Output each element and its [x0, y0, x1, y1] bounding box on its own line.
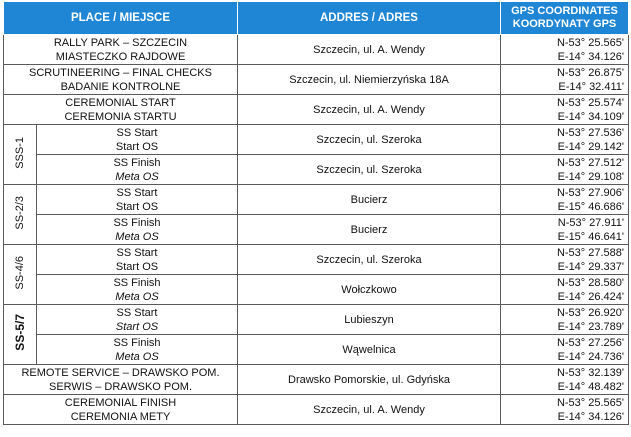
row-remote-service: [4, 365, 629, 395]
stage-label: SS-4/6: [14, 255, 26, 290]
latitude: N-53° 27.906': [556, 186, 624, 199]
gps-cell: [501, 305, 629, 335]
gps-cell: [501, 35, 629, 65]
address-cell: Bucierz: [238, 185, 501, 215]
stage-cell-sss1: [4, 125, 37, 185]
latitude: N-53° 27.536': [556, 126, 624, 139]
latitude: N-53° 28.580': [556, 276, 624, 289]
gps-cell: [501, 125, 629, 155]
address-cell: Wąwelnica: [238, 335, 501, 365]
header-gps-line1: GPS COORDINATES: [511, 5, 618, 17]
address-cell: Lubieszyn: [238, 305, 501, 335]
address-cell: Szczecin, ul. Szeroka: [238, 125, 501, 155]
place-name-en: SS Start: [116, 246, 158, 259]
latitude: N-53° 26.920': [556, 306, 624, 319]
place-name-pl: Meta OS: [115, 170, 159, 183]
longitude: E-14° 48.482': [557, 380, 624, 393]
place-cell: [4, 95, 238, 125]
place-name-pl: MIASTECZKO RAJDOWE: [55, 50, 186, 63]
stage-cell-ss46: [4, 245, 37, 305]
place-name-pl: BADANIE KONTROLNE: [60, 80, 181, 93]
place-name-pl: Start OS: [115, 140, 159, 153]
latitude: N-53° 27.256': [556, 336, 624, 349]
address-cell: Szczecin, ul. Niemierzyńska 18A: [238, 65, 501, 95]
row-rally-park: [4, 35, 629, 65]
header-place: PLACE / MIEJSCE: [4, 2, 238, 35]
row-ceremonial-finish: [4, 395, 629, 425]
place-name-pl: Start OS: [115, 320, 159, 333]
place-cell: [37, 335, 238, 365]
address-cell: Szczecin, ul. A. Wendy: [238, 95, 501, 125]
rally-locations-table: [3, 1, 629, 425]
longitude: E-14° 34.126': [557, 410, 624, 423]
place-cell: [4, 35, 238, 65]
header-gps: [501, 2, 629, 35]
place-name-en: CEREMONIAL FINISH: [64, 396, 177, 409]
row-ss23-start: [4, 185, 629, 215]
place-name-pl: Meta OS: [115, 230, 159, 243]
place-name-en: SS Start: [116, 126, 158, 139]
longitude: E-15° 46.641': [557, 230, 624, 243]
place-cell: [37, 245, 238, 275]
address-cell: Szczecin, ul. Szeroka: [238, 245, 501, 275]
latitude: N-53° 27.911': [557, 216, 624, 229]
place-name-en: SS Finish: [113, 336, 161, 349]
place-name-pl: CEREMONIA METY: [70, 410, 171, 423]
latitude: N-53° 25.565': [556, 396, 624, 409]
gps-cell: [501, 155, 629, 185]
longitude: E-14° 29.142': [557, 140, 624, 153]
longitude: E-14° 23.789': [557, 320, 624, 333]
gps-cell: [501, 185, 629, 215]
address-cell: Drawsko Pomorskie, ul. Gdyńska: [238, 365, 501, 395]
gps-cell: [501, 275, 629, 305]
place-name-pl: CEREMONIA STARTU: [64, 110, 177, 123]
row-scrutineering: [4, 65, 629, 95]
longitude: E-14° 24.736': [557, 350, 624, 363]
place-name-pl: SERWIS – DRAWSKO POM.: [48, 380, 193, 393]
place-cell: [37, 125, 238, 155]
place-name-pl: Start OS: [115, 260, 159, 273]
stage-label: SS-5/7: [13, 314, 27, 351]
address-cell: Wołczkowo: [238, 275, 501, 305]
longitude: E-14° 29.337': [557, 260, 624, 273]
gps-cell: [501, 215, 629, 245]
place-name-en: SS Start: [116, 186, 158, 199]
longitude: E-15° 46.686': [557, 200, 624, 213]
header-address: ADDRES / ADRES: [238, 2, 501, 35]
gps-cell: [501, 365, 629, 395]
latitude: N-53° 27.588': [556, 246, 624, 259]
row-ss46-finish: [4, 275, 629, 305]
latitude: N-53° 27.512': [556, 156, 624, 169]
place-name-pl: Meta OS: [115, 290, 159, 303]
gps-cell: [501, 245, 629, 275]
gps-cell: [501, 65, 629, 95]
gps-cell: [501, 395, 629, 425]
latitude: N-53° 26.875': [556, 66, 624, 79]
row-ss46-start: [4, 245, 629, 275]
place-name-en: SS Finish: [113, 276, 161, 289]
place-name-en: RALLY PARK – SZCZECIN: [53, 36, 188, 49]
gps-cell: [501, 335, 629, 365]
longitude: E-14° 34.109': [557, 110, 624, 123]
header-row: [4, 2, 629, 35]
place-cell: [37, 305, 238, 335]
longitude: E-14° 32.411': [558, 80, 624, 93]
place-cell: [4, 65, 238, 95]
row-ss57-start: [4, 305, 629, 335]
row-ss23-finish: [4, 215, 629, 245]
stage-cell-ss23: [4, 185, 37, 245]
row-sss1-start: [4, 125, 629, 155]
stage-label: SSS-1: [14, 136, 26, 169]
place-cell: [37, 185, 238, 215]
latitude: N-53° 32.139': [556, 366, 624, 379]
place-cell: [37, 275, 238, 305]
place-name-pl: Start OS: [115, 200, 159, 213]
address-cell: Bucierz: [238, 215, 501, 245]
place-name-en: SS Finish: [113, 216, 161, 229]
place-cell: [4, 395, 238, 425]
place-name-pl: Meta OS: [115, 350, 159, 363]
longitude: E-14° 34.126': [557, 50, 624, 63]
place-name-en: SS Start: [116, 306, 158, 319]
row-ceremonial-start: [4, 95, 629, 125]
latitude: N-53° 25.574': [556, 96, 624, 109]
longitude: E-14° 26.424': [557, 290, 624, 303]
address-cell: Szczecin, ul. A. Wendy: [238, 395, 501, 425]
row-sss1-finish: [4, 155, 629, 185]
header-gps-line2: KOORDYNATY GPS: [512, 18, 617, 30]
row-ss57-finish: [4, 335, 629, 365]
stage-label: SS-2/3: [14, 195, 26, 230]
place-name-en: SS Finish: [113, 156, 161, 169]
stage-cell-ss57: [4, 305, 37, 365]
address-cell: Szczecin, ul. A. Wendy: [238, 35, 501, 65]
latitude: N-53° 25.565': [556, 36, 624, 49]
gps-cell: [501, 95, 629, 125]
longitude: E-14° 29.108': [557, 170, 624, 183]
place-cell: [37, 215, 238, 245]
place-cell: [37, 155, 238, 185]
place-name-en: REMOTE SERVICE – DRAWSKO POM.: [21, 366, 220, 379]
place-cell: [4, 365, 238, 395]
place-name-en: SCRUTINEERING – FINAL CHECKS: [29, 66, 212, 79]
place-name-en: CEREMONIAL START: [65, 96, 176, 109]
address-cell: Szczecin, ul. Szeroka: [238, 155, 501, 185]
